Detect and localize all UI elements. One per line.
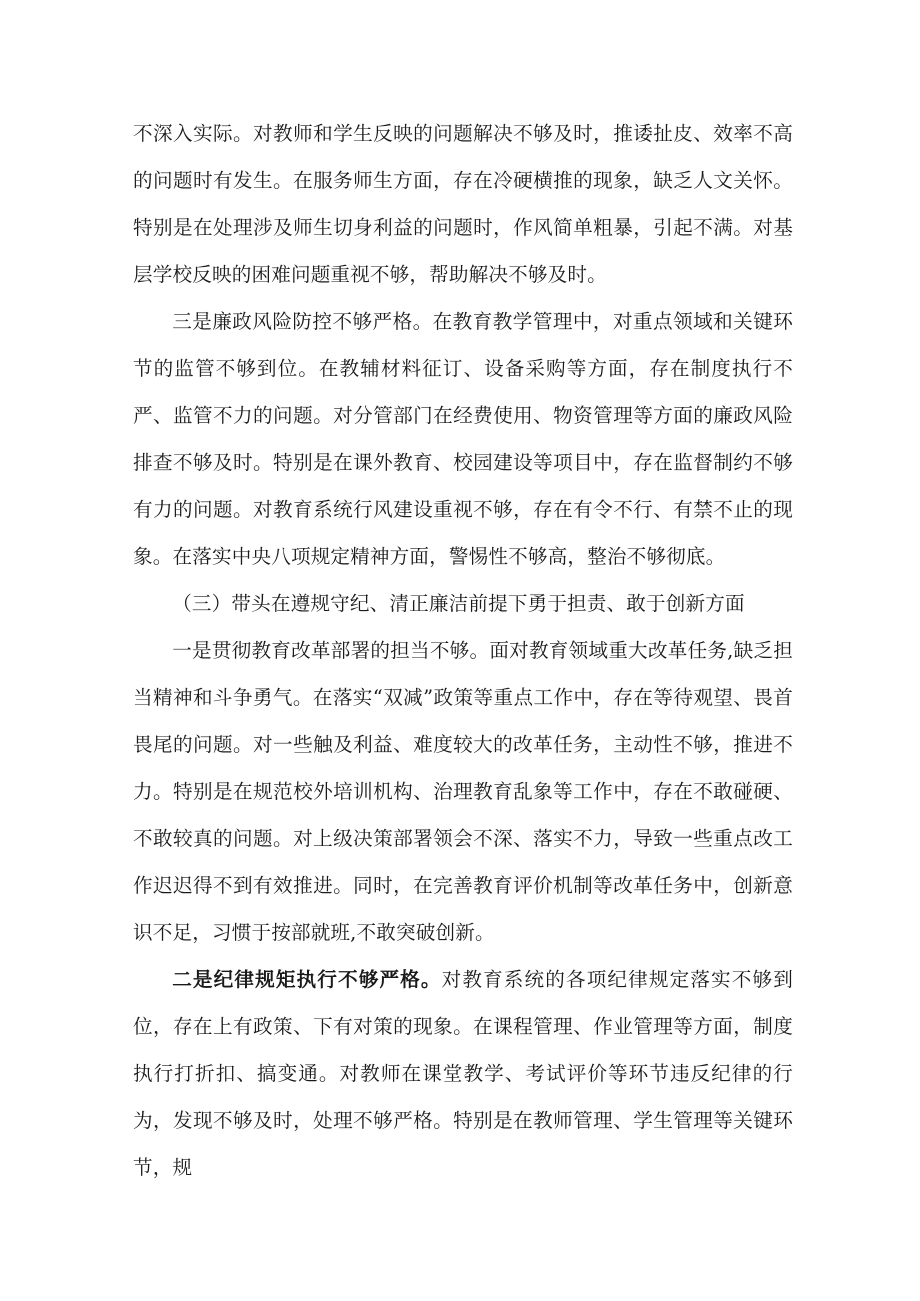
paragraph-integrity-risk bbox=[133, 298, 793, 580]
paragraph-text: 不深入实际。对教师和学生反映的问题解决不够及时，推诿扯皮、效率不高的问题时有发生。在服务师生方面，存在冷硬横推的现象，缺乏人文关怀。特别是在处理涉及师生切身利益的问题时，作风简单粗暴，引起不满。对基层学校反映的困难问题重视不够，帮助解决不够及时。 bbox=[133, 122, 793, 286]
paragraph-discipline-rules bbox=[133, 956, 793, 1191]
paragraph-text: 三是廉政风险防控不够严格。在教育教学管理中，对重点领域和关键环节的监管不够到位。在教辅材料征订、设备采购等方面，存在制度执行不严、监管不力的问题。对分管部门在经费使用、物资管理等方面的廉政风险排查不够及时。特别是在课外教育、校园建设等项目中，存在监督制约不够有力的问题。对教育系统行风建设重视不够，存在有令不行、有禁不止的现象。在落实中央八项规定精神方面，警惕性不够高，整治不够彻底。 bbox=[133, 310, 793, 568]
paragraph-lead-bold: 二是纪律规矩执行不够严格。 bbox=[172, 968, 442, 991]
paragraph-continuation bbox=[133, 110, 793, 298]
paragraph-text: 一是贯彻教育改革部署的担当不够。面对教育领域重大改革任务,缺乏担当精神和斗争勇气。在落实“双减”政策等重点工作中，存在等待观望、畏首畏尾的问题。对一些触及利益、难度较大的改革任务，主动性不够，推进不力。特别是在规范校外培训机构、治理教育乱象等工作中，存在不敢碰硬、不敢较真的问题。对上级决策部署领会不深、落实不力，导致一些重点改工作迟迟得不到有效推进。同时，在完善教育评价机制等改革任务中，创新意识不足，习惯于按部就班,不敢突破创新。 bbox=[133, 639, 793, 944]
document-body bbox=[133, 110, 793, 1191]
section-heading-3 bbox=[133, 580, 793, 627]
heading-text: （三）带头在遵规守纪、清正廉洁前提下勇于担责、敢于创新方面 bbox=[172, 592, 745, 615]
paragraph-text: 对教育系统的各项纪律规定落实不够到位，存在上有政策、下有对策的现象。在课程管理、作业管理等方面，制度执行打折扣、搞变通。对教师在课堂教学、考试评价等环节违反纪律的行为，发现不够及时，处理不够严格。特别是在教师管理、学生管理等关键环节，规 bbox=[133, 968, 793, 1179]
paragraph-reform-responsibility bbox=[133, 627, 793, 956]
